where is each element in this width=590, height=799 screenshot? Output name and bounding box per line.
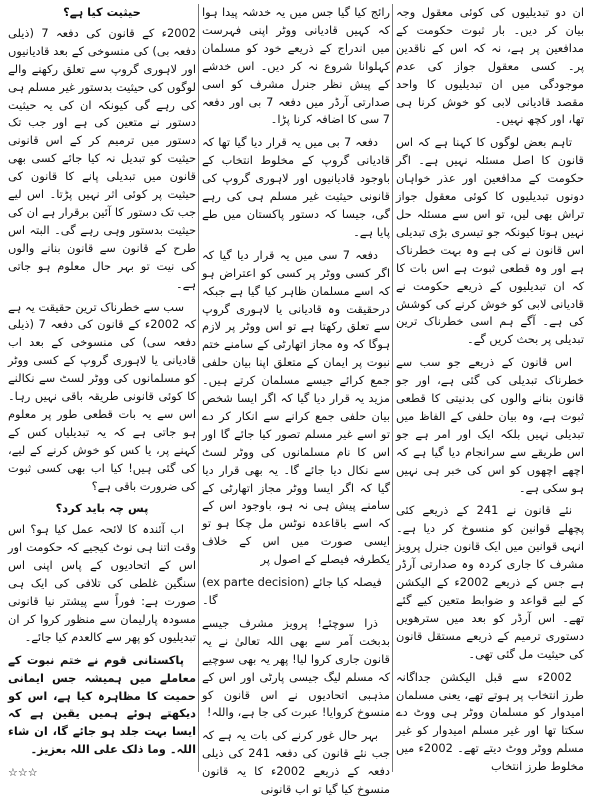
- paragraph: ان دو تبدیلیوں کی کوئی معقول وجہ بیان کر دیں۔ بار ثبوت حکومت کے مدافعین پر ہے، نہ کہ اس کے ناقدین پر۔ کسی معقول جواز کی عدم موجودگی میں ان تبدیلیوں کا واحد مقصد قادیانی لابی کو خوش کرنا ہی تھا، اور کچھ نہیں۔: [396, 5, 584, 127]
- paragraph: رائج کیا گیا جس میں یہ خدشہ پیدا ہوا کہ کہیں قادیانی ووٹر اپنی فہرست میں اندراج کے ذریعے خود کو مسلمان کہلوانا شروع نہ کر دیں۔ اس خدشے کے پیش نظر جنرل مشرف کو اسی صدارتی آرڈر میں دفعہ 7 بی اور دفعہ 7 سی کا اضافہ کرنا پڑا۔: [202, 5, 390, 127]
- paragraph: (ex parte decision) فیصلہ کیا جائے گا۔: [202, 575, 382, 607]
- paragraph: ذرا سوچئے! پرویز مشرف جیسے بدبخت آمر سے بھی اللہ تعالیٰ نے یہ قانون جاری کروا لیا! پھر یہ بھی سوچیے کہ مسلم لیگ جیسی پارٹی اور اس کے مذہبی اتحادیوں نے اس قانون کو منسوخ کروایا! عبرت کی جا ہے، واللہ!: [202, 615, 390, 720]
- paragraph: تاہم بعض لوگوں کا کہنا ہے کہ اس قانون کا اصل مسئلہ نہیں ہے۔ اگر حکومت کے مدافعین اور عذر خواہان دونوں تبدیلیوں کا کوئی معقول جواز تراش بھی لیں، تو اس سے مسئلہ حل نہیں ہوتا کیونکہ جو تیسری بڑی تبدیلی اس قانون نے کی ہے وہ بہت خطرناک ہے اور وہ قطعی ثبوت ہے اس بات کا کہ ان تبدیلیوں کے ذریعے حکومت نے قادیانی لابی کو خوش کرنے کی کوشش کی ہے۔ آگے ہم اسی خطرناک ترین تبدیلی پر بحث کریں گے۔: [396, 135, 584, 347]
- section-heading: پس چہ باید کرد؟: [55, 501, 149, 516]
- paragraph: پاکستانی قوم نے ختم نبوت کے معاملے میں ہمیشہ جس ایمانی حمیت کا مظاہرہ کیا ہے، اس کو دیکھتے ہوئے ہمیں یقین ہے کہ ایسا بہت جلد ہو جائے گا، ان شاء اللہ۔ وما ذلک علی اللہ بعزیز۔: [8, 652, 196, 757]
- end-stars: ☆☆☆: [8, 766, 38, 780]
- paragraph: اب آئندہ کا لائحہ عمل کیا ہو؟ اس وقت اتنا ہی نوٹ کیجیے کہ حکومت اور اس کے اتحادیوں کے پاس اپنی اس سنگین غلطی کی تلافی کی ایک ہی صورت ہے: فوراً سے پیشتر نیا قانونی مسودہ پارلیمان سے منظور کروا کر ان تبدیلیوں کو پھر سے کالعدم کیا جائے۔: [8, 522, 196, 644]
- paragraph: نئے قانون نے 241 کے ذریعے کئی پچھلے قوانین کو منسوخ کر دیا ہے۔ انہی قوانین میں ایک قانون جنرل پرویز مشرف کا جاری کردہ وہ صدارتی آرڈر ہے جس کے ذریعے 2002ء کے الیکشن کے لیے قواعد و ضوابط متعین کیے گئے تھے۔ اس آرڈر کو بعد میں سترھویں دستوری ترمیم کے ذریعے مستقل قانون کی حیثیت مل گئی تھی۔: [396, 503, 585, 661]
- column-divider: [392, 4, 393, 772]
- paragraph: دفعہ 7 بی میں یہ قرار دیا گیا تھا کہ قادیانی گروپ کے مخلوط انتخاب کے باوجود قادیانیوں اور لاہوری گروپ کی قانونی حیثیت غیر مسلم ہی کی رہے گی، جیسا کہ دستور پاکستان میں طے پایا ہے۔: [202, 135, 390, 239]
- column-middle: [202, 4, 391, 797]
- paragraph: سب سے خطرناک ترین حقیقت یہ ہے کہ 2002ء کے قانون کی دفعہ 7 (ذیلی دفعہ سی) کی منسوخی کے بعد اب قادیانی یا لاہوری گروپ کے کسی ووٹر کو مسلمانوں کی ووٹر لسٹ سے نکالنے کا کوئی قانونی طریقہ باقی نہیں رہا۔ اس سے یہ بات قطعی طور پر معلوم ہو جاتی ہے کہ یہ تبدیلیاں کس کے کہنے پر، یا کس کو خوش کرنے کے لیے، کی گئی ہیں! کیا اب بھی کسی ثبوت کی ضرورت باقی ہے؟: [8, 299, 197, 493]
- paragraph: دفعہ 7 سی میں یہ قرار دیا گیا کہ اگر کسی ووٹر پر کسی کو اعتراض ہو کہ اسے مسلمان ظاہر کیا گیا ہے جبکہ درحقیقت وہ قادیانی یا لاہوری گروپ سے تعلق رکھتا ہے تو اس ووٹر پر لازم ہوگا کہ وہ مجاز اتھارٹی کے سامنے ختم نبوت پر ایمان کے متعلق اپنا بیان حلفی جمع کرائے جیسے مسلمان کرتے ہیں۔ مزید یہ قرار دیا گیا کہ اگر ایسا شخص بیان حلفی جمع کرانے سے انکار کر دے تو اسے غیر مسلم تصور کیا جائے گا اور اس کا نام مسلمانوں کی ووٹر لسٹ سے نکال دیا جائے گا۔ یہ بھی قرار دیا گیا کہ اگر ایسا ووٹر مجاز اتھارٹی کے سامنے پیش ہی نہ ہو، باوجود اس کے کہ اسے باقاعدہ نوٹس مل چکا ہو تو ایسی صورت میں اس کے خلاف یکطرفہ فیصلے کے اصول پر: [202, 247, 390, 567]
- paragraph: اس قانون کے ذریعے جو سب سے خطرناک تبدیلی کی گئی ہے، اور جو قانون بنانے والوں کی بدنیتی کا قطعی ثبوت ہے، وہ بیان حلفی کے الفاظ میں تبدیلی نہیں بلکہ ایک اور امر ہے جو اس طریقے سے سرانجام دیا گیا ہے کہ اچھے اچھوں کو اس کی خبر ہی نہیں ہو سکی ہے۔: [396, 355, 584, 495]
- paragraph: بہر حال غور کرنے کی بات یہ ہے کہ جب نئے قانون کی دفعہ 241 کی ذیلی دفعہ کے ذریعے 2002ء کا یہ قانون منسوخ کیا گیا تو اب قانونی: [202, 728, 391, 797]
- paragraph: 2002ء سے قبل الیکشن جداگانہ طرز انتخاب پر ہوتے تھے، یعنی مسلمان امیدوار کو مسلمان ووٹر ہی ووٹ دے سکتا تھا اور غیر مسلم امیدوار کو غیر مسلم ووٹر ووٹ دیتے تھے۔ 2002ء میں مخلوط طرز انتخاب: [396, 669, 585, 774]
- column-right: [396, 4, 584, 772]
- section-heading: حیثیت کیا ہے؟: [63, 5, 141, 19]
- column-left: [8, 4, 197, 780]
- column-divider: [198, 4, 199, 772]
- paragraph: 2002ء کے قانون کی دفعہ 7 (ذیلی دفعہ بی) کی منسوخی کے بعد قادیانیوں اور لاہوری گروپ سے تعلق رکھنے والے لوگوں کی حیثیت بدستور غیر مسلم ہی کی رہے گی کیونکہ ان کی یہ حیثیت دستور نے متعین کی ہے اور جب تک دستور میں ترمیم کر کے اس قانونی حیثیت کو تبدیل نہ کیا جائے کسی بھی قانون میں تبدیلی پانے کا قانون کی حیثیت پر کوئی اثر نہیں پڑتا۔ اس لیے جب تک دستور کا آئین برقرار ہے ان کی حیثیت بدستور وہی رہے گی۔ البتہ اس طرح کے قانون سے قانون بنانے والوں کی نیت تو بہر حال معلوم ہو جاتی ہے۔: [8, 25, 196, 291]
